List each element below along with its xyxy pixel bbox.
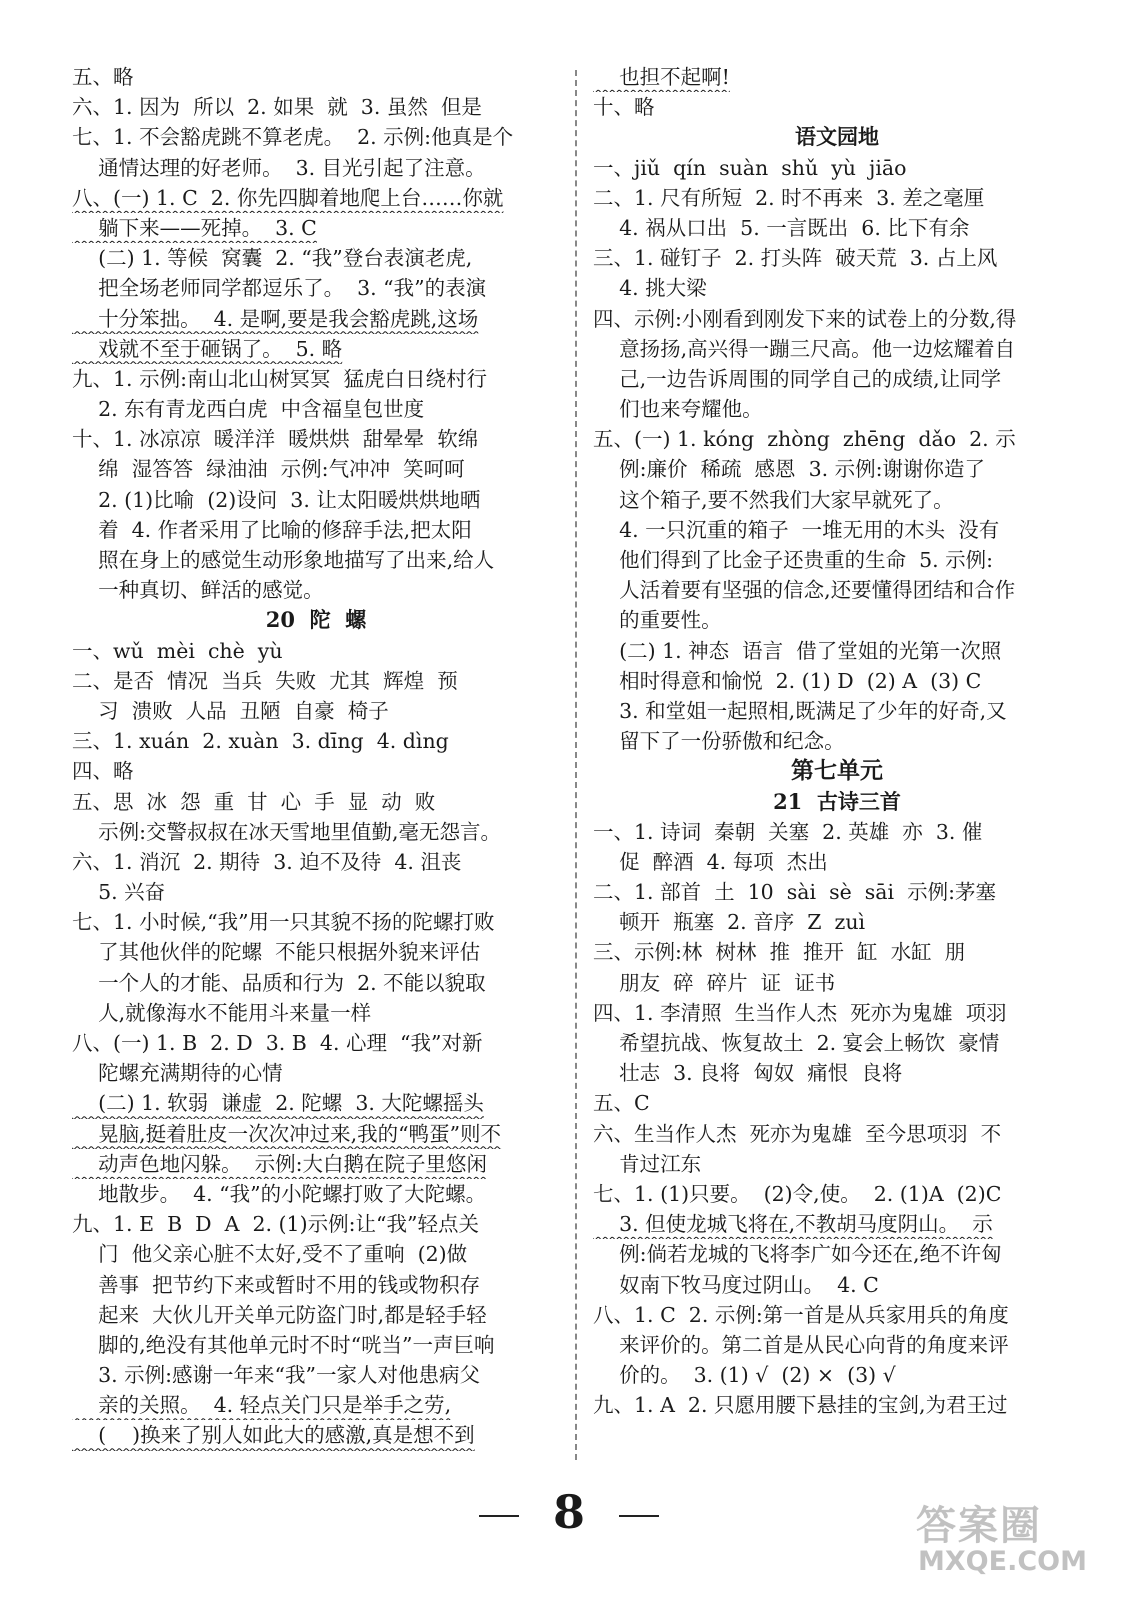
answer-text: 3. 但使龙城飞将在,不教胡马度阴山。 示 <box>593 1212 993 1237</box>
answer-line <box>593 1360 1081 1390</box>
answer-line <box>72 1119 560 1149</box>
answer-line <box>72 1270 560 1300</box>
answer-text: 把全场老师同学都逗乐了。 3. “我”的表演 <box>72 276 487 301</box>
answer-text: 三、示例:林 树林 推 推开 缸 水缸 朋 <box>593 940 966 965</box>
answer-text: 肯过江东 <box>593 1151 702 1176</box>
footer-dash-left <box>479 1515 519 1517</box>
answer-line <box>72 334 560 364</box>
answer-text: 三、1. 碰钉子 2. 打头阵 破天荒 3. 占上风 <box>593 246 998 271</box>
answer-text: (二) 1. 等候 窝囊 2. “我”登台表演老虎, <box>72 246 473 271</box>
answer-text: 十、1. 冰凉凉 暖洋洋 暖烘烘 甜晕晕 软绵 <box>72 427 479 452</box>
answer-text: 顿开 瓶塞 2. 音序 Z zuì <box>593 910 866 935</box>
answer-line <box>593 454 1081 484</box>
answer-line <box>593 1209 1081 1239</box>
answer-line <box>72 998 560 1028</box>
answer-line <box>72 1420 560 1450</box>
footer-dash-right <box>619 1515 659 1517</box>
answer-text: 价的。 3. (1) √ (2) × (3) √ <box>593 1363 896 1388</box>
answer-line <box>72 937 560 967</box>
answer-line <box>72 122 560 152</box>
answer-text: 也担不起啊! <box>593 65 730 89</box>
answer-text: 2. (1)比喻 (2)设问 3. 让太阳暖烘烘地晒 <box>72 487 481 512</box>
answer-text: ( )换来了别人如此大的感激,真是想不到 <box>72 1423 475 1448</box>
answer-text: 九、1. E B D A 2. (1)示例:让“我”轻点关 <box>72 1212 479 1237</box>
answer-line <box>593 1270 1081 1300</box>
answer-text: 朋友 碎 碎片 证 证书 <box>593 970 836 995</box>
answer-text: 七、1. (1)只要。 (2)令,使。 2. (1)A (2)C <box>593 1181 1002 1206</box>
answer-text: 通情达理的好老师。 3. 目光引起了注意。 <box>72 155 486 180</box>
answer-text: 四、示例:小刚看到刚发下来的试卷上的分数,得 <box>593 306 1017 331</box>
answer-line <box>593 696 1081 726</box>
answer-line <box>72 62 560 92</box>
watermark-logo: 答案圈 <box>916 1503 1042 1549</box>
answer-text: 九、1. A 2. 只愿用腰下悬挂的宝剑,为君王过 <box>593 1393 1008 1418</box>
answer-text: 壮志 3. 良将 匈奴 痛恨 良将 <box>593 1061 903 1086</box>
answer-text: 躺下来——死掉。 3. C <box>72 215 317 240</box>
answer-text: 门 他父亲心脏不太好,受不了重响 (2)做 <box>72 1242 468 1267</box>
answer-text: 示例:交警叔叔在冰天雪地里值勤,毫无怨言。 <box>72 819 501 844</box>
answer-text: 亲的关照。 4. 轻点关门只是举手之劳, <box>72 1393 452 1418</box>
answer-line <box>72 454 560 484</box>
answer-line <box>72 1330 560 1360</box>
answer-text: 十、略 <box>593 95 655 120</box>
answer-line <box>593 636 1081 666</box>
answer-text: 奴南下牧马度过阴山。 4. C <box>593 1272 879 1297</box>
answer-line <box>593 1119 1081 1149</box>
answer-line <box>593 968 1081 998</box>
answer-line <box>593 907 1081 937</box>
answer-line <box>72 1058 560 1088</box>
answer-line <box>72 1360 560 1390</box>
answer-line <box>72 545 560 575</box>
answer-text: 来评价的。第二首是从民心向背的角度来评 <box>593 1332 1009 1357</box>
answer-line <box>72 364 560 394</box>
answer-text: 人活着要有坚强的信念,还要懂得团结和合作 <box>593 578 1016 603</box>
answer-line <box>72 817 560 847</box>
section-heading <box>72 605 560 635</box>
answer-text: 四、略 <box>72 759 134 784</box>
answer-line <box>593 153 1081 183</box>
answer-text: (二) 1. 神态 语言 借了堂姐的光第一次照 <box>593 638 1002 663</box>
answer-text: 五、略 <box>72 65 134 89</box>
answer-line <box>593 575 1081 605</box>
answer-text: 五、(一) 1. kóng zhòng zhēng dǎo 2. 示 <box>593 427 1016 452</box>
answer-line <box>72 726 560 756</box>
answer-line <box>72 1300 560 1330</box>
heading-text: 20 陀 螺 <box>265 607 367 633</box>
answer-text: 2. 东有青龙西白虎 中含福皇包世度 <box>72 397 425 422</box>
answer-text: 他们得到了比金子还贵重的生命 5. 示例: <box>593 548 994 572</box>
answer-line <box>593 515 1081 545</box>
answer-line <box>72 907 560 937</box>
answer-line <box>593 1390 1081 1420</box>
answer-text: 相时得意和愉悦 2. (1) D (2) A (3) C <box>593 668 982 693</box>
answer-line <box>72 1088 560 1118</box>
answer-line <box>593 1239 1081 1269</box>
answer-text: 起来 大伙儿开关单元防盗门时,都是轻手轻 <box>72 1302 487 1327</box>
answer-line <box>72 213 560 243</box>
answer-text: (二) 1. 软弱 谦虚 2. 陀螺 3. 大陀螺摇头 <box>72 1091 484 1116</box>
heading-text: 第七单元 <box>791 757 883 785</box>
answer-line <box>72 877 560 907</box>
answer-line <box>593 666 1081 696</box>
answer-text: 5. 兴奋 <box>72 880 166 905</box>
answer-text: 4. 挑大梁 <box>593 276 707 301</box>
answer-line <box>72 756 560 786</box>
answer-line <box>72 968 560 998</box>
answer-text: 一、1. 诗词 秦朝 关塞 2. 英雄 亦 3. 催 <box>593 819 983 844</box>
answer-line <box>593 394 1081 424</box>
answer-line <box>593 62 1081 92</box>
heading-text: 21 古诗三首 <box>773 788 901 814</box>
answer-text: 4. 一只沉重的箱子 一堆无用的木头 没有 <box>593 517 1000 542</box>
answer-text: 这个箱子,要不然我们大家早就死了。 <box>593 487 954 512</box>
answer-text: 绵 湿答答 绿油油 示例:气冲冲 笑呵呵 <box>72 457 465 482</box>
answer-line <box>72 153 560 183</box>
answer-text: 五、思 冰 怨 重 甘 心 手 显 动 败 <box>72 789 436 814</box>
answer-text: 着 4. 作者采用了比喻的修辞手法,把太阳 <box>72 517 472 542</box>
answer-text: 三、1. xuán 2. xuàn 3. dīng 4. dìng <box>72 729 449 754</box>
answer-line <box>72 1179 560 1209</box>
page-number: 8 <box>552 1485 585 1539</box>
answer-line <box>593 424 1081 454</box>
answer-text: 动声色地闪躲。 示例:大白鹅在院子里悠闲 <box>72 1151 488 1176</box>
answer-text: 六、1. 消沉 2. 期待 3. 迫不及待 4. 沮丧 <box>72 849 462 874</box>
answer-line <box>72 636 560 666</box>
answer-line <box>72 1239 560 1269</box>
answer-text: 留下了一份骄傲和纪念。 <box>593 729 845 754</box>
answer-line <box>593 334 1081 364</box>
answer-line <box>593 1088 1081 1118</box>
answer-line <box>593 213 1081 243</box>
answer-line <box>593 1028 1081 1058</box>
section-heading <box>593 756 1081 786</box>
answer-text: 人,就像海水不能用斗来量一样 <box>72 1000 372 1025</box>
answer-text: 八、1. C 2. 示例:第一首是从兵家用兵的角度 <box>593 1302 1009 1327</box>
answer-text: 二、1. 部首 土 10 sài sè sāi 示例:茅塞 <box>593 880 997 905</box>
answer-text: 戏就不至于砸锅了。 5. 略 <box>72 336 343 361</box>
answer-line <box>72 424 560 454</box>
answer-text: 一种真切、鲜活的感觉。 <box>72 578 324 603</box>
answer-text: 九、1. 示例:南山北山树冥冥 猛虎白日绕村行 <box>72 366 488 391</box>
answer-line <box>72 1209 560 1239</box>
answer-line <box>593 304 1081 334</box>
section-heading <box>593 122 1081 152</box>
answer-text: 一个人的才能、品质和行为 2. 不能以貌取 <box>72 970 486 995</box>
watermark-url: MXQE.COM <box>918 1546 1087 1577</box>
answer-line <box>72 243 560 273</box>
answer-text: 六、1. 因为 所以 2. 如果 就 3. 虽然 但是 <box>72 95 482 120</box>
answer-line <box>593 817 1081 847</box>
answer-line <box>593 273 1081 303</box>
answer-text: 希望抗战、恢复故土 2. 宴会上畅饮 豪情 <box>593 1031 1000 1055</box>
column-divider <box>575 70 577 1460</box>
answer-line <box>593 1330 1081 1360</box>
answer-text: 一、jiǔ qín suàn shǔ yù jiāo <box>593 155 907 180</box>
answer-text: 例:廉价 稀疏 感恩 3. 示例:谢谢你造了 <box>593 457 986 482</box>
answer-line <box>593 545 1081 575</box>
answer-line <box>593 877 1081 907</box>
answer-line <box>72 304 560 334</box>
answer-text: 五、C <box>593 1091 650 1116</box>
answer-text: 们也来夸耀他。 <box>593 397 763 422</box>
answer-line <box>593 1058 1081 1088</box>
answer-text: 四、1. 李清照 生当作人杰 死亦为鬼雄 项羽 <box>593 1000 1007 1025</box>
answer-line <box>593 1300 1081 1330</box>
answer-line <box>72 92 560 122</box>
answer-line <box>72 183 560 213</box>
answer-text: 二、是否 情况 当兵 失败 尤其 辉煌 预 <box>72 668 458 693</box>
answer-line <box>593 485 1081 515</box>
answer-text: 3. 示例:感谢一年来“我”一家人对他患病父 <box>72 1363 481 1388</box>
answer-line <box>72 273 560 303</box>
answer-line <box>593 183 1081 213</box>
answer-text: 己,一边告诉周围的同学自己的成绩,让同学 <box>593 366 1002 391</box>
answer-text: 二、1. 尺有所短 2. 时不再来 3. 差之毫厘 <box>593 185 985 210</box>
answer-line <box>72 485 560 515</box>
heading-text: 语文园地 <box>795 124 879 150</box>
answer-text: 脚的,绝没有其他单元时不时“咣当”一声巨响 <box>72 1332 495 1357</box>
answer-line <box>72 847 560 877</box>
answer-line <box>593 605 1081 635</box>
watermark <box>912 1492 1122 1588</box>
right-column <box>593 62 1081 1420</box>
answer-line <box>72 394 560 424</box>
answer-line <box>72 515 560 545</box>
answer-line <box>593 92 1081 122</box>
answer-text: 地散步。 4. “我”的小陀螺打败了大陀螺。 <box>72 1181 487 1206</box>
answer-line <box>593 364 1081 394</box>
answer-line <box>72 666 560 696</box>
answer-line <box>72 575 560 605</box>
answer-line <box>593 1179 1081 1209</box>
answer-text: 了其他伙伴的陀螺 不能只根据外貌来评估 <box>72 940 481 965</box>
answer-text: 的重要性。 <box>593 608 722 633</box>
answer-line <box>72 696 560 726</box>
left-column <box>72 62 560 1451</box>
answer-text: 七、1. 小时候,“我”用一只其貌不扬的陀螺打败 <box>72 910 495 935</box>
answer-text: 一、wǔ mèi chè yù <box>72 638 283 663</box>
answer-text: 善事 把节约下来或暂时不用的钱或物积存 <box>72 1272 481 1297</box>
answer-text: 晃脑,挺着肚皮一次次冲过来,我的“鸭蛋”则不 <box>72 1121 502 1146</box>
answer-text: 习 溃败 人品 丑陋 自豪 椅子 <box>72 698 389 723</box>
answer-text: 例:倘若龙城的飞将李广如今还在,绝不许匈 <box>593 1242 1002 1267</box>
answer-text: 八、(一) 1. C 2. 你先四脚着地爬上台……你就 <box>72 185 504 210</box>
answer-text: 六、生当作人杰 死亦为鬼雄 至今思项羽 不 <box>593 1121 1002 1146</box>
answer-line <box>593 1149 1081 1179</box>
answer-line <box>72 1149 560 1179</box>
answer-text: 促 醉酒 4. 每项 杰出 <box>593 849 828 874</box>
answer-text: 照在身上的感觉生动形象地描写了出来,给人 <box>72 548 495 572</box>
answer-line <box>593 243 1081 273</box>
answer-text: 4. 祸从口出 5. 一言既出 6. 比下有余 <box>593 215 970 240</box>
answer-text: 七、1. 不会豁虎跳不算老虎。 2. 示例:他真是个 <box>72 125 514 150</box>
answer-line <box>72 1028 560 1058</box>
section-heading <box>593 787 1081 817</box>
answer-line <box>593 726 1081 756</box>
answer-line <box>593 937 1081 967</box>
answer-line <box>593 847 1081 877</box>
answer-text: 3. 和堂姐一起照相,既满足了少年的好奇,又 <box>593 698 1007 723</box>
answer-text: 十分笨拙。 4. 是啊,要是我会豁虎跳,这场 <box>72 306 479 331</box>
answer-line <box>72 1390 560 1420</box>
answer-text: 陀螺充满期待的心情 <box>72 1061 283 1086</box>
answer-text: 八、(一) 1. B 2. D 3. B 4. 心理 “我”对新 <box>72 1031 483 1055</box>
answer-line <box>72 787 560 817</box>
answer-line <box>593 998 1081 1028</box>
answer-text: 意扬扬,高兴得一蹦三尺高。他一边炫耀着自 <box>593 336 1016 361</box>
